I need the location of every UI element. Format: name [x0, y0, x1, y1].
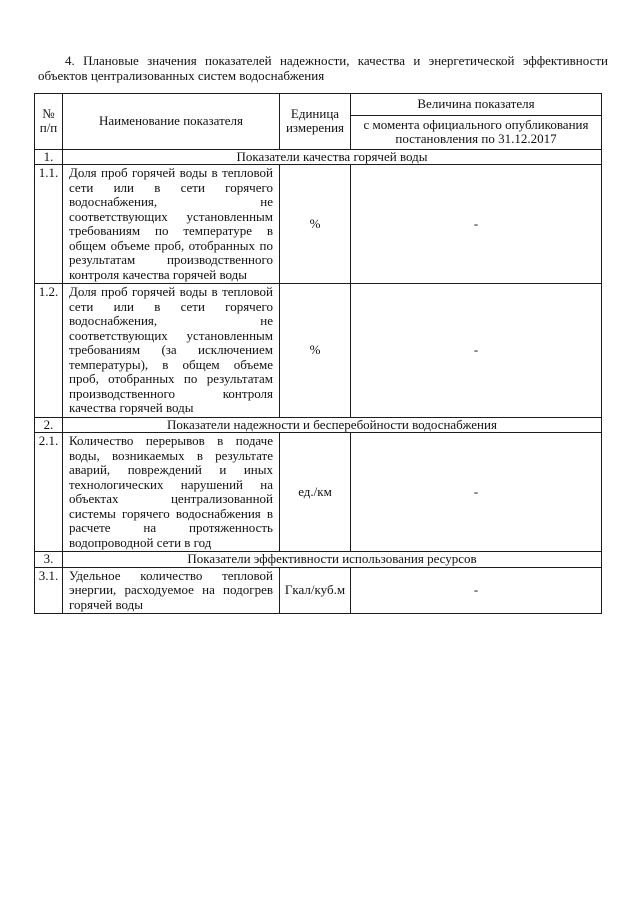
table-row: [35, 284, 602, 418]
section-row: [35, 552, 602, 568]
table-body: [35, 149, 602, 614]
table-row: [35, 433, 602, 552]
table-row: [35, 567, 602, 614]
section-number: 3.: [35, 552, 63, 568]
row-indicator-name: Доля проб горячей воды в тепловой сети или в сети горячего водоснабжения, не соответствующих установленным требованиям (за исключением температуры), в общем объеме проб, отобранных по результатам производственного контроля качества горячей воды: [63, 284, 280, 418]
row-number: 2.1.: [35, 433, 63, 552]
row-unit: ед./км: [280, 433, 351, 552]
header-row-top: [35, 94, 602, 116]
header-indicator-name: Наименование показателя: [63, 94, 280, 150]
header-value-group: Величина показателя: [351, 94, 602, 116]
header-value-period: с момента официального опубликования постановления по 31.12.2017: [351, 115, 602, 149]
row-unit: Гкал/куб.м: [280, 567, 351, 614]
table-header: [35, 94, 602, 150]
section-number: 2.: [35, 417, 63, 433]
row-unit: %: [280, 284, 351, 418]
row-value: -: [351, 165, 602, 284]
section-row: [35, 417, 602, 433]
row-number: 3.1.: [35, 567, 63, 614]
row-number: 1.1.: [35, 165, 63, 284]
section-title: Показатели качества горячей воды: [63, 149, 602, 165]
section-number: 1.: [35, 149, 63, 165]
indicators-table: [34, 93, 602, 614]
section-heading: 4. Плановые значения показателей надежности, качества и энергетической эффективности объектов централизованных систем водоснабжения: [38, 53, 608, 83]
row-indicator-name: Удельное количество тепловой энергии, расходуемое на подогрев горячей воды: [63, 567, 280, 614]
header-number: № п/п: [35, 94, 63, 150]
row-value: -: [351, 433, 602, 552]
row-number: 1.2.: [35, 284, 63, 418]
header-unit: Единица измерения: [280, 94, 351, 150]
row-value: -: [351, 567, 602, 614]
row-indicator-name: Количество перерывов в подаче воды, возникаемых в результате аварий, повреждений и иных технологических нарушений на объектах централизованной системы горячего водоснабжения в расчете на протяженность водопроводной сети в год: [63, 433, 280, 552]
section-row: [35, 149, 602, 165]
row-unit: %: [280, 165, 351, 284]
section-title: Показатели надежности и бесперебойности водоснабжения: [63, 417, 602, 433]
table-row: [35, 165, 602, 284]
row-value: -: [351, 284, 602, 418]
section-title: Показатели эффективности использования ресурсов: [63, 552, 602, 568]
row-indicator-name: Доля проб горячей воды в тепловой сети или в сети горячего водоснабжения, не соответствующих установленным требованиям по температуре в общем объеме проб, отобранных по результатам производственного контроля качества горячей воды: [63, 165, 280, 284]
